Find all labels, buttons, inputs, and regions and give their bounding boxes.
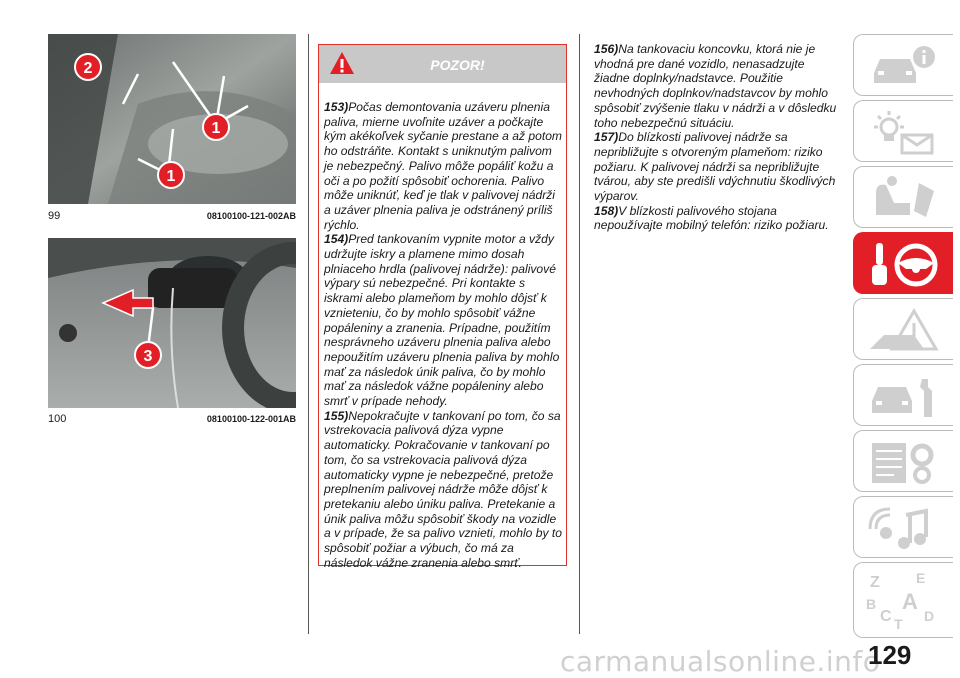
- index-letter: A: [902, 589, 918, 614]
- index-letter: B: [866, 596, 877, 612]
- svg-text:1: 1: [166, 168, 176, 185]
- callout-3: [135, 342, 161, 368]
- index-letters-icon: [864, 569, 944, 633]
- column-divider: [579, 34, 580, 634]
- tab-safety[interactable]: [853, 166, 953, 228]
- index-letter: E: [916, 570, 926, 586]
- figure-100-photo: [48, 238, 296, 408]
- car-service-icon: [864, 371, 944, 421]
- roadside-warning-icon: [864, 305, 944, 355]
- note-153: 153)Počas demontovania uzáveru plnenia paliva, mierne uvoľnite uzáver a počkajte kým akékoľvek syčanie prestane a až potom ho odstráňte. Kontakt s uniknutým palivom je nebezpečný. Palivo môže popáliť kožu a oči a po požití spôsobiť ochorenia. Palivo môže uniknúť, keď je tlak v palivovej nádrži a uzáver plnenia paliva je odstránený príliš rýchlo.: [324, 100, 563, 232]
- warning-notes-right: [594, 42, 840, 233]
- figure-99-caption: [48, 210, 296, 222]
- index-letter: Z: [870, 574, 880, 591]
- steering-key-icon: [864, 239, 944, 289]
- tab-emergency[interactable]: [853, 298, 953, 360]
- technical-data-icon: [864, 437, 944, 487]
- warning-title: POZOR!: [430, 57, 485, 73]
- note-155: 155)Nepokračujte v tankovaní po tom, čo sa vstrekovacia palivová dýza vypne automaticky. Pokračovanie v tankovaní po tom, čo sa vstrekovacia palivová dýza automaticky vypne je nebezpečné, pretože preplnením palivovej nádrže môže dôjsť k pretekaniu alebo úniku paliva. Pretekanie a únik paliva môžu spôsobiť škody na vozidle a v prípade, že sa palivo vznieti, mohlo by to spôsobiť požiar a výbuch, čo má za následok vážne zranenia alebo smrť.: [324, 408, 562, 570]
- column-divider: [308, 34, 309, 634]
- page-number: 129: [868, 640, 912, 670]
- warning-lights-icon: [864, 107, 944, 157]
- warning-notes-left: [324, 100, 564, 571]
- svg-text:3: 3: [143, 348, 153, 365]
- tab-technical-data[interactable]: [853, 430, 953, 492]
- figure-100-caption: [48, 413, 296, 425]
- note-158: 158)V blízkosti palivového stojana nepoužívajte mobilný telefón: riziko požiaru.: [594, 203, 829, 233]
- tab-maintenance[interactable]: [853, 364, 953, 426]
- tab-index[interactable]: [853, 562, 953, 638]
- figure-code: 08100100-121-002AB: [206, 211, 296, 221]
- callout-2: [75, 54, 101, 80]
- callout-1a: [203, 114, 229, 140]
- car-info-icon: [864, 41, 944, 91]
- tab-multimedia[interactable]: [853, 496, 953, 558]
- svg-text:2: 2: [83, 60, 93, 77]
- index-letter: D: [924, 608, 935, 624]
- seat-safety-icon: [864, 173, 944, 223]
- index-letter: T: [894, 616, 903, 632]
- note-154: 154)Pred tankovaním vypnite motor a vždy udržujte iskry a plamene mimo dosah plniaceho hrdla (palivovej nádrže): palivové výpary sú nebezpečné. Pri kontakte s iskrami alebo plameňom by mohlo dôjsť k vznieteniu, čo by mohlo spôsobiť vážne popáleniny a zranenia. Prípadne, použitím nesprávneho uzáveru plnenia paliva alebo nepoužitím uzáveru plnenia paliva by mohlo mať za následok únik paliva, čo by mohlo mať za následok vážne popáleniny alebo smrť v prípade nehody.: [324, 232, 560, 409]
- figure-number: 99: [48, 210, 61, 222]
- multimedia-icon: [864, 503, 944, 553]
- figure-99-photo: [48, 34, 296, 204]
- note-156: 156)Na tankovaciu koncovku, ktorá nie je vhodná pre dané vozidlo, nenasadzujte žiadne doplnky/nadstavce. Použitie nevhodných doplnkov/nadstavcov by mohlo spôsobiť zvýšenie tlaku v nádrži a v dôsledku toho nebezpečnú situáciu.: [594, 42, 837, 130]
- callout-1b: [158, 162, 184, 188]
- tab-car-info[interactable]: [853, 34, 953, 96]
- tab-starting-driving[interactable]: [853, 232, 953, 294]
- tab-warning-lights[interactable]: [853, 100, 953, 162]
- figure-number: 100: [48, 413, 67, 425]
- svg-text:1: 1: [211, 120, 221, 137]
- note-157: 157)Do blízkosti palivovej nádrže sa nepribližujte s otvoreným plameňom: riziko požiaru. K palivovej nádrži sa nepribližujte tvárou, aby ste predišli vdýchnutiu škodlivých výparov.: [594, 130, 836, 204]
- figure-code: 08100100-122-001AB: [206, 414, 296, 424]
- watermark: carmanualsonline.info: [560, 645, 881, 678]
- warning-header: [319, 45, 566, 83]
- index-letter: C: [880, 608, 892, 625]
